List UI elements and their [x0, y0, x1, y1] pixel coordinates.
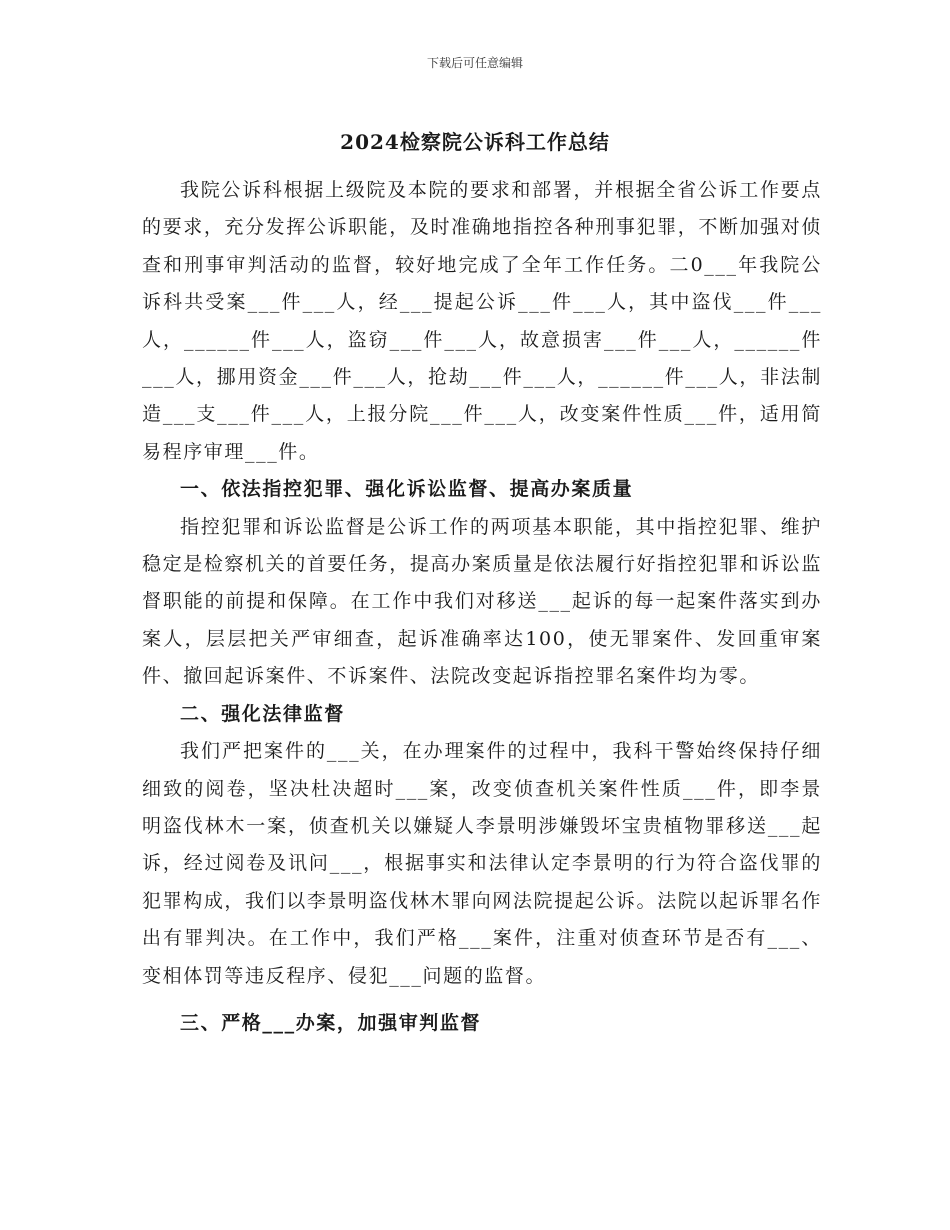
section-heading-3: 三、严格___办案，加强审判监督 — [180, 1011, 482, 1034]
header-note: 下载后可任意编辑 — [426, 56, 523, 70]
document-body — [142, 172, 822, 1042]
intro-paragraph: 我院公诉科根据上级院及本院的要求和部署，并根据全省公诉工作要点的要求，充分发挥公诉职能，及时准确地指控各种刑事犯罪，不断加强对侦查和刑事审判活动的监督，较好地完成了全年工作任务。二0___年我院公诉科共受案___件___人，经___提起公诉___件___人，其中盗伐___件___人，______件___人，盗窃___件___人，故意损害___件___人，______件___人，挪用资金___件___人，抢劫___件___人，______件___人，非法制造___支___件___人，上报分院___件___人，改变案件性质___件，适用简易程序审理___件。 — [142, 179, 822, 463]
document-title: 2024检察院公诉科工作总结 — [340, 130, 610, 154]
section-heading-1: 一、依法指控犯罪、强化诉讼监督、提高办案质量 — [180, 478, 634, 501]
section-1-paragraph: 指控犯罪和诉讼监督是公诉工作的两项基本职能，其中指控犯罪、维护稳定是检察机关的首要任务，提高办案质量是依法履行好指控犯罪和诉讼监督职能的前提和保障。在工作中我们对移送___起诉的每一起案件落实到办案人，层层把关严审细查，起诉准确率达100，使无罪案件、发回重审案件、撤回起诉案件、不诉案件、法院改变起诉指控罪名案件均为零。 — [142, 515, 822, 688]
section-2-paragraph: 我们严把案件的___关，在办理案件的过程中，我科干警始终保持仔细细致的阅卷，坚决杜决超时___案，改变侦查机关案件性质___件，即李景明盗伐林木一案，侦查机关以嫌疑人李景明涉嫌毁坏宝贵植物罪移送___起诉，经过阅卷及讯问___，根据事实和法律认定李景明的行为符合盗伐罪的犯罪构成，我们以李景明盗伐林木罪向网法院提起公诉。法院以起诉罪名作出有罪判决。在工作中，我们严格___案件，注重对侦查环节是否有___、变相体罚等违反程序、侵犯___问题的监督。 — [142, 740, 822, 987]
section-heading-2: 二、强化法律监督 — [180, 702, 345, 725]
